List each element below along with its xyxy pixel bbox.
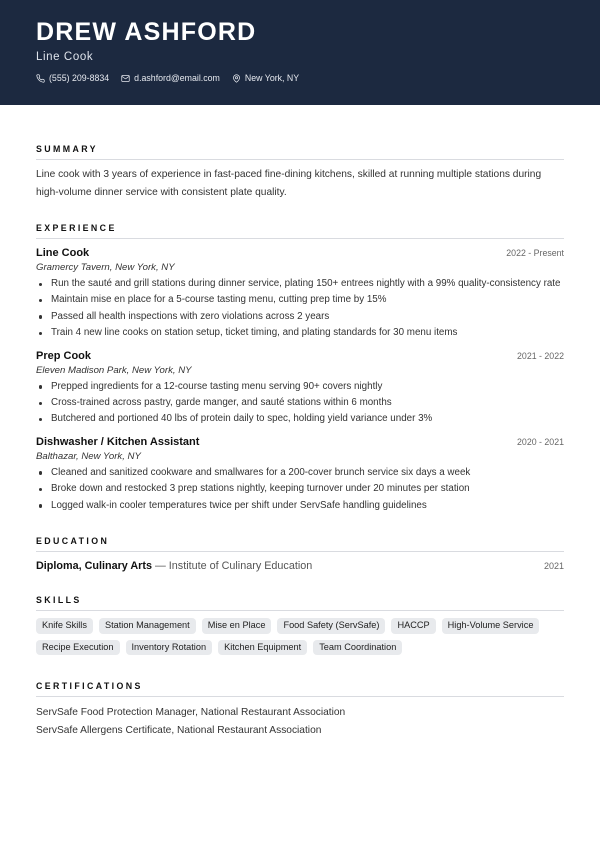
skill-tag: Team Coordination <box>313 640 402 656</box>
experience-section <box>36 223 564 514</box>
job-bullet: Broke down and restocked 3 prep stations nightly, keeping turnover under 20 minutes per station <box>36 481 564 497</box>
skill-tag: Food Safety (ServSafe) <box>277 618 385 634</box>
skill-tag: Mise en Place <box>202 618 272 634</box>
contact-email[interactable] <box>121 73 220 83</box>
skills-section <box>36 595 564 661</box>
job-dates: 2020 - 2021 <box>517 436 564 447</box>
job-entry <box>36 436 564 514</box>
contact-location <box>232 73 299 83</box>
job-title: Prep Cook <box>36 349 92 362</box>
resume-header <box>0 0 600 105</box>
job-bullet: Cleaned and sanitized cookware and smallwares for a 200-cover brunch service six days a week <box>36 465 564 481</box>
candidate-name: DREW ASHFORD <box>36 18 257 46</box>
skills-title: SKILLS <box>36 595 564 611</box>
certifications-section <box>36 681 564 739</box>
job-bullet: Train 4 new line cooks on station setup, ticket timing, and plating standards for 30 menu items <box>36 325 564 341</box>
job-entry <box>36 247 564 342</box>
job-dates: 2021 - 2022 <box>517 350 564 361</box>
certifications-list <box>36 704 564 739</box>
job-entry <box>36 350 564 428</box>
job-bullet: Passed all health inspections with zero violations across 2 years <box>36 309 564 325</box>
education-section <box>36 536 564 572</box>
certifications-title: CERTIFICATIONS <box>36 681 564 697</box>
job-employer: Eleven Madison Park, New York, NY <box>36 364 192 376</box>
education-entry <box>36 560 564 572</box>
education-school: — Institute of Culinary Education <box>152 560 313 573</box>
job-dates: 2022 - Present <box>506 248 564 258</box>
summary-title: SUMMARY <box>36 144 564 160</box>
skill-tag: Inventory Rotation <box>126 640 213 656</box>
skill-tag: Knife Skills <box>36 618 93 634</box>
skill-tag: Station Management <box>99 618 196 634</box>
contact-row <box>36 73 564 83</box>
location-text: New York, NY <box>244 73 300 83</box>
skills-list <box>36 618 564 661</box>
map-pin-icon <box>232 74 241 83</box>
mail-icon <box>121 74 130 83</box>
job-employer: Gramercy Tavern, New York, NY <box>36 262 175 273</box>
summary-text: Line cook with 3 years of experience in fast-paced fine-dining kitchens, skilled at running multiple stations during high-volume dinner service with consistent plate quality. <box>36 169 542 198</box>
job-bullet: Run the sauté and grill stations during dinner service, plating 150+ entrees nightly with a 99% quality-consistency rate <box>36 276 564 292</box>
job-title: Dishwasher / Kitchen Assistant <box>36 435 200 448</box>
skill-tag: HACCP <box>391 618 435 634</box>
contact-phone[interactable] <box>36 73 109 83</box>
skill-tag: Recipe Execution <box>36 640 120 656</box>
resume-body <box>0 144 600 739</box>
summary-section <box>36 144 564 202</box>
candidate-role: Line Cook <box>36 51 94 63</box>
education-degree: Diploma, Culinary Arts <box>36 560 152 573</box>
education-title: EDUCATION <box>36 536 564 552</box>
email-text: d.ashford@email.com <box>134 73 220 83</box>
phone-text: (555) 209-8834 <box>49 73 110 83</box>
phone-icon <box>36 74 45 83</box>
job-bullet: Cross-trained across pastry, garde manger, and sauté stations within 6 months <box>36 395 564 411</box>
certification-item: ServSafe Allergens Certificate, National Restaurant Association <box>36 724 322 736</box>
job-employer: Balthazar, New York, NY <box>36 450 141 462</box>
job-bullet: Maintain mise en place for a 5-course tasting menu, cutting prep time by 15% <box>36 292 564 308</box>
education-year: 2021 <box>543 561 564 572</box>
certification-item: ServSafe Food Protection Manager, National Restaurant Association <box>36 707 346 719</box>
job-title: Line Cook <box>36 247 90 259</box>
skill-tag: Kitchen Equipment <box>218 640 307 656</box>
job-bullet: Butchered and portioned 40 lbs of protein daily to spec, holding yield variance under 3% <box>36 411 564 427</box>
job-bullet: Prepped ingredients for a 12-course tasting menu serving 90+ covers nightly <box>36 379 564 395</box>
experience-title: EXPERIENCE <box>36 223 564 239</box>
job-bullet: Logged walk-in cooler temperatures twice per shift under ServSafe handling guidelines <box>36 498 564 514</box>
skill-tag: High-Volume Service <box>442 618 540 634</box>
